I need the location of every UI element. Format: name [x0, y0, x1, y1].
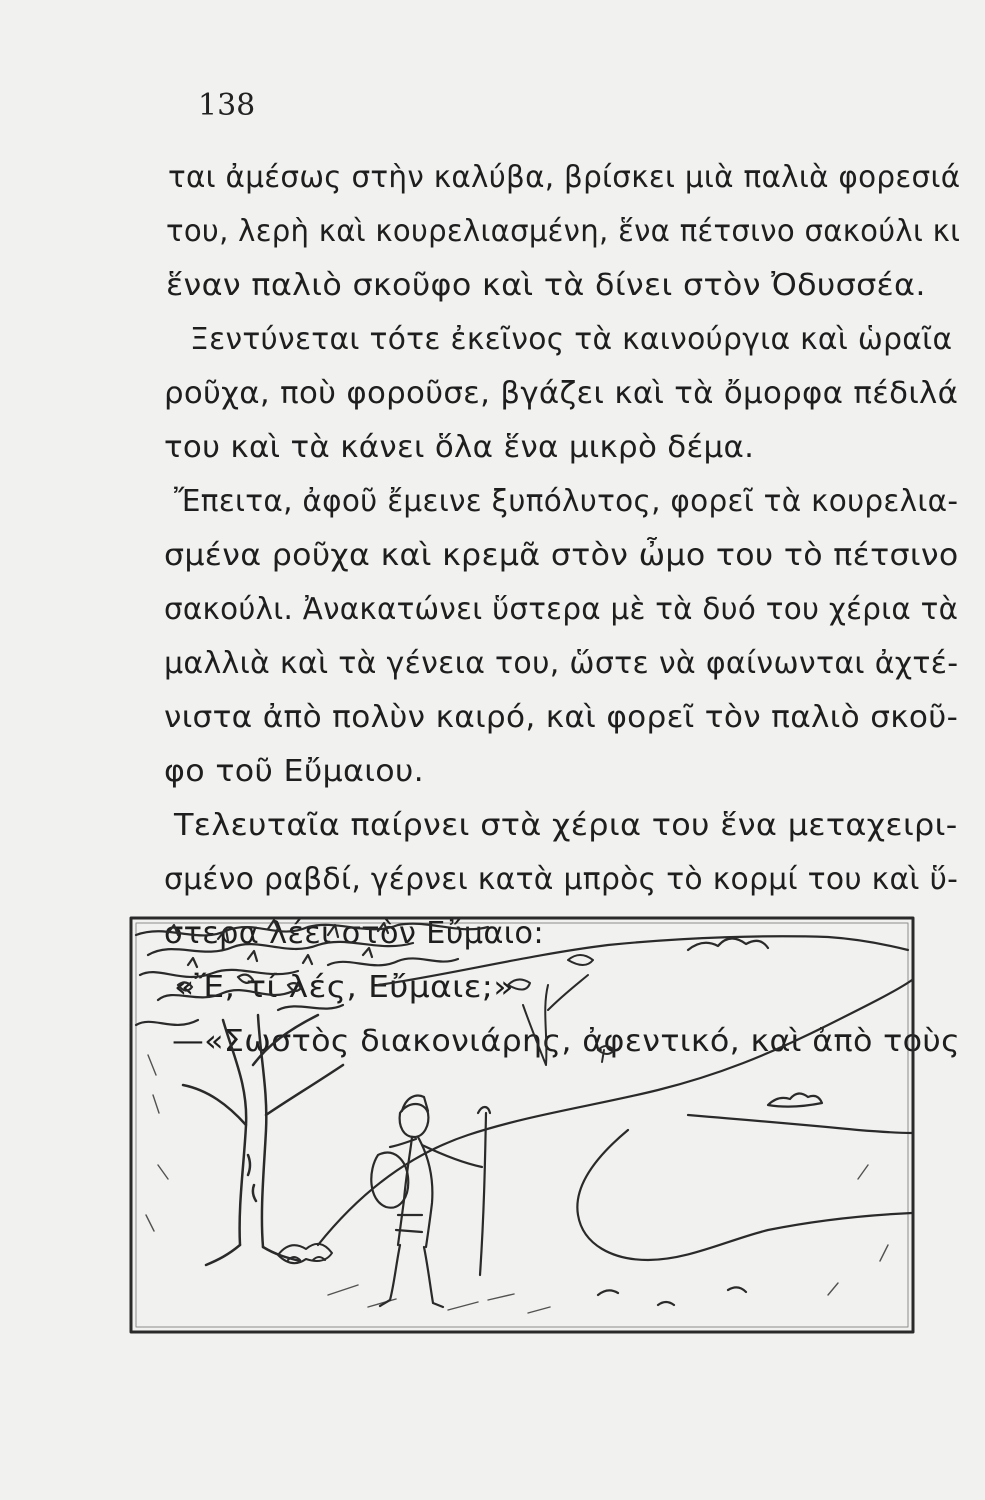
- text-line: σμένα ροῦχα καὶ κρεμᾶ στὸν ὦμο του τὸ πέτσινο: [164, 538, 959, 573]
- text-line: Ἔπειτα, ἀφοῦ ἔμεινε ξυπόλυτος, φορεῖ τὰ κουρελια-: [174, 484, 959, 519]
- text-line: Τελευταῖα παίρνει στὰ χέρια του ἕνα μεταχειρι-: [174, 808, 958, 843]
- text-line: του, λερὴ καὶ κουρελιασμένη, ἕνα πέτσινο σακούλι κι: [166, 214, 961, 249]
- text-line: του καὶ τὰ κάνει ὅλα ἕνα μικρὸ δέμα.: [164, 430, 755, 465]
- text-line: φο τοῦ Εὔμαιου.: [164, 754, 425, 789]
- tree-canopy: [136, 920, 488, 1025]
- tree-trunk: [183, 1015, 343, 1265]
- text-line: Ξεντύνεται τότε ἐκεῖνος τὰ καινούργια καὶ ὡραῖα: [190, 322, 953, 357]
- text-line: σμένο ραβδί, γέρνει κατὰ μπρὸς τὸ κορμί του καὶ ὕ-: [164, 862, 959, 897]
- text-line: νιστα ἀπὸ πολὺν καιρό, καὶ φορεῖ τὸν παλιὸ σκοῦ-: [164, 700, 959, 735]
- text-line: ται ἀμέσως στὴν καλύβα, βρίσκει μιὰ παλιὰ φορεσιά: [168, 160, 961, 195]
- ground-texture: [146, 1055, 888, 1313]
- landscape-lines: [318, 936, 912, 1305]
- text-line: —«Σωστὸς διακονιάρης, ἀφεντικό, καὶ ἀπὸ τοὺς: [172, 1024, 961, 1059]
- text-line: σακούλι. Ἀνακατώνει ὕστερα μὲ τὰ δυό του χέρια τὰ: [164, 592, 959, 627]
- small-tree: [508, 955, 614, 1065]
- text-line: ἕναν παλιὸ σκοῦφο καὶ τὰ δίνει στὸν Ὀδυσσέα.: [166, 268, 926, 303]
- page-number: 138: [198, 88, 256, 123]
- bush: [278, 1244, 332, 1263]
- text-line: ροῦχα, ποὺ φοροῦσε, βγάζει καὶ τὰ ὄμορφα πέδιλά: [164, 376, 959, 411]
- landscape-traveler-illustration: [128, 915, 916, 1335]
- text-line: στερα λέει στὸν Εὔμαιο:: [164, 916, 544, 951]
- traveler-figure: [371, 1096, 490, 1307]
- text-line: «Ἔ, τί λές, Εὔμαιε;»: [174, 970, 514, 1005]
- text-line: μαλλιὰ καὶ τὰ γένεια του, ὥστε νὰ φαίνωνται ἀχτέ-: [164, 646, 959, 681]
